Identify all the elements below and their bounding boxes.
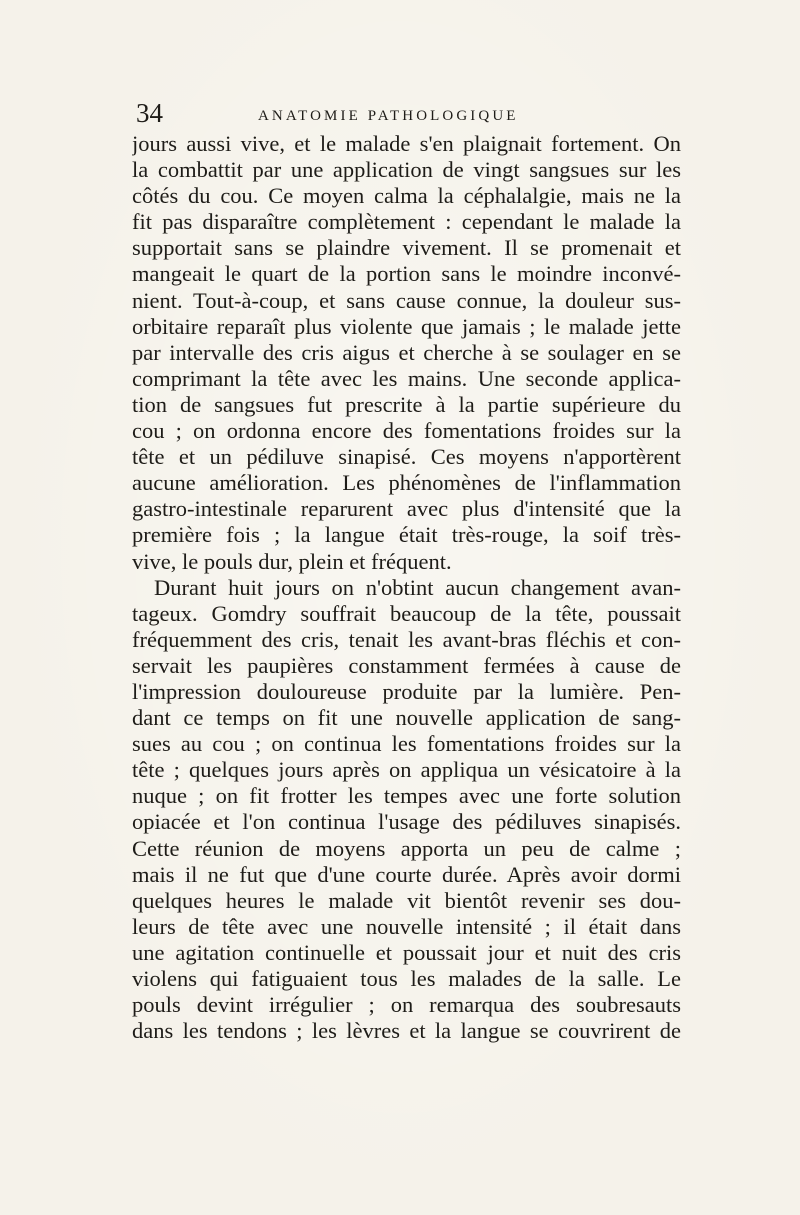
text-line: première fois ; la langue était très-rouge, la soif très-: [132, 522, 681, 548]
text-line: jours aussi vive, et le malade s'en plaignait fortement. On: [132, 131, 681, 156]
text-line: vive, le pouls dur, plein et fréquent.: [132, 548, 452, 574]
text-line: côtés du cou. Ce moyen calma la céphalalgie, mais ne la: [132, 183, 681, 209]
text-line: la combattit par une application de vingt sangsues sur les: [132, 157, 681, 183]
text-line: nuque ; on fit frotter les tempes avec une forte solution: [132, 783, 681, 809]
body-text: [132, 131, 681, 1044]
text-line: violens qui fatiguaient tous les malades de la salle. Le: [132, 966, 681, 991]
text-line: dans les tendons ; les lèvres et la langue se couvrirent de: [132, 1018, 681, 1044]
text-line: cou ; on ordonna encore des fomentations froides sur la: [132, 418, 681, 444]
text-line: servait les paupières constamment fermées à cause de: [132, 652, 681, 678]
paragraph-1: [132, 131, 681, 575]
text-line: par intervalle des cris aigus et cherche à se soulager en se: [132, 339, 681, 365]
text-line: Cette réunion de moyens apporta un peu de calme ;: [132, 835, 681, 861]
text-line: Durant huit jours on n'obtint aucun changement avan-: [154, 574, 681, 600]
text-line: tion de sangsues fut prescrite à la partie supérieure du: [132, 391, 681, 417]
text-line: orbitaire reparaît plus violente que jamais ; le malade jette: [132, 313, 681, 339]
text-line: mangeait le quart de la portion sans le moindre inconvé-: [132, 261, 681, 287]
text-line: pouls devint irrégulier ; on remarqua des soubresauts: [132, 992, 681, 1018]
text-line: sues au cou ; on continua les fomentations froides sur la: [132, 731, 681, 757]
text-line: supportait sans se plaindre vivement. Il se promenait et: [132, 235, 681, 261]
text-line: gastro-intestinale reparurent avec plus d'intensité que la: [132, 496, 681, 522]
text-line: tageux. Gomdry souffrait beaucoup de la tête, poussait: [132, 600, 681, 626]
paragraph-2: [132, 575, 681, 1045]
page-number: 34: [136, 98, 163, 128]
text-line: l'impression douloureuse produite par la lumière. Pen-: [132, 678, 681, 704]
text-line: leurs de tête avec une nouvelle intensité ; il était dans: [132, 913, 681, 939]
text-line: dant ce temps on fit une nouvelle application de sang-: [132, 705, 681, 731]
text-line: opiacée et l'on continua l'usage des pédiluves sinapisés.: [132, 809, 681, 835]
text-line: aucune amélioration. Les phénomènes de l'inflammation: [132, 470, 681, 496]
text-line: fréquemment des cris, tenait les avant-bras fléchis et con-: [132, 626, 681, 652]
text-line: nient. Tout-à-coup, et sans cause connue, la douleur sus-: [132, 287, 681, 313]
text-line: tête ; quelques jours après on appliqua un vésicatoire à la: [132, 757, 681, 783]
running-head: ANATOMIE PATHOLOGIQUE: [258, 108, 519, 124]
text-line: tête et un pédiluve sinapisé. Ces moyens n'apportèrent: [132, 444, 681, 470]
text-line: une agitation continuelle et poussait jour et nuit des cris: [132, 939, 681, 965]
page-header: [130, 98, 685, 132]
text-line: comprimant la tête avec les mains. Une seconde applica-: [132, 365, 681, 391]
text-line: mais il ne fut que d'une courte durée. Après avoir dormi: [132, 861, 681, 887]
text-line: fit pas disparaître complètement : cependant le malade la: [132, 209, 681, 235]
text-line: quelques heures le malade vit bientôt revenir ses dou-: [132, 887, 681, 913]
